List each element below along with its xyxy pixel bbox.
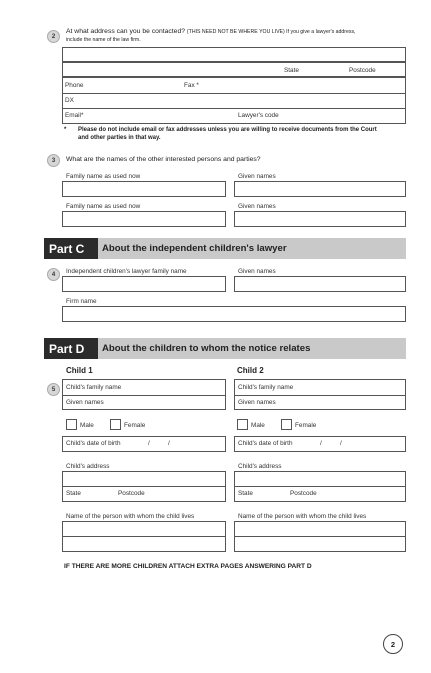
child-1-address-label: Child's address (66, 463, 110, 470)
divider (62, 486, 226, 487)
footnote-asterisk: * (64, 127, 67, 133)
child-1-given-names-label: Given names (66, 399, 104, 406)
part-c-label: Part C (44, 238, 98, 259)
child-2-female-checkbox[interactable] (281, 419, 292, 430)
child-1-female-checkbox[interactable] (110, 419, 121, 430)
child-2-female-label: Female (295, 422, 317, 429)
child-2-postcode-label: Postcode (290, 490, 317, 497)
child-2-family-name-field[interactable] (234, 379, 406, 395)
icl-family-name-label: Independent children's lawyer family name (66, 268, 187, 275)
icl-given-names-field[interactable] (234, 276, 406, 292)
part-c-title: About the independent children's lawyer (102, 243, 287, 254)
question-2-note: (THIS NEED NOT BE WHERE YOU LIVE) If you give a lawyer's address, (186, 29, 356, 35)
family-name-field-1[interactable] (62, 181, 226, 197)
date-separator: / (168, 440, 170, 447)
footnote-line-1: Please do not include email or fax addresses unless you are willing to receive documents from the Court (78, 127, 377, 133)
question-number-5: 5 (47, 383, 60, 396)
postcode-label: Postcode (349, 67, 376, 74)
question-number-2: 2 (47, 30, 60, 43)
fax-label: Fax * (184, 82, 199, 89)
child-2-male-label: Male (251, 422, 265, 429)
child-2-male-checkbox[interactable] (237, 419, 248, 430)
icl-family-name-field[interactable] (62, 276, 226, 292)
page-number: 2 (383, 634, 403, 654)
fax-field[interactable] (182, 77, 406, 93)
family-name-label: Family name as used now (66, 203, 141, 210)
lawyers-code-field[interactable] (234, 108, 406, 124)
question-2-text (66, 28, 406, 44)
email-label: Email* (65, 112, 84, 119)
child-2-given-names-label: Given names (238, 399, 276, 406)
firm-name-label: Firm name (66, 298, 97, 305)
divider (62, 536, 226, 537)
firm-name-field[interactable] (62, 306, 406, 322)
question-number-3: 3 (47, 154, 60, 167)
address-line-1-field[interactable] (62, 47, 406, 62)
child-1-postcode-label: Postcode (118, 490, 145, 497)
more-children-note: IF THERE ARE MORE CHILDREN ATTACH EXTRA PAGES ANSWERING PART D (64, 563, 312, 570)
date-separator: / (340, 440, 342, 447)
child-1-heading: Child 1 (66, 366, 93, 375)
child-1-male-checkbox[interactable] (66, 419, 77, 430)
child-1-male-label: Male (80, 422, 94, 429)
state-label: State (284, 67, 299, 74)
child-1-lives-with-label: Name of the person with whom the child lives (66, 513, 195, 520)
child-2-address-field[interactable] (234, 471, 406, 486)
part-d-title: About the children to whom the notice relates (102, 343, 311, 354)
phone-label: Phone (65, 82, 84, 89)
icl-given-names-label: Given names (238, 268, 276, 275)
given-names-field-1[interactable] (234, 181, 406, 197)
child-2-address-label: Child's address (238, 463, 282, 470)
given-names-label: Given names (238, 173, 276, 180)
child-2-state-label: State (238, 490, 253, 497)
divider (234, 486, 406, 487)
child-2-lives-with-label: Name of the person with whom the child lives (238, 513, 367, 520)
dx-label: DX (65, 97, 74, 104)
part-d-label: Part D (44, 338, 98, 359)
phone-field[interactable] (62, 77, 182, 93)
child-2-heading: Child 2 (237, 366, 264, 375)
given-names-label: Given names (238, 203, 276, 210)
child-2-given-names-field[interactable] (234, 395, 406, 410)
child-1-given-names-field[interactable] (62, 395, 226, 410)
child-1-dob-label: Child's date of birth (66, 440, 121, 447)
dx-field[interactable] (62, 93, 406, 108)
child-1-state-label: State (66, 490, 81, 497)
part-c-header (44, 238, 406, 259)
child-1-family-name-field[interactable] (62, 379, 226, 395)
family-name-label: Family name as used now (66, 173, 141, 180)
given-names-field-2[interactable] (234, 211, 406, 227)
divider (234, 536, 406, 537)
footnote-line-2: and other parties in that way. (78, 134, 161, 141)
child-1-address-field[interactable] (62, 471, 226, 486)
footnote (78, 127, 408, 142)
question-number-4: 4 (47, 268, 60, 281)
date-separator: / (148, 440, 150, 447)
lawyers-code-label: Lawyer's code (238, 112, 279, 119)
question-2-label: At what address can you be contacted? (66, 28, 186, 35)
date-separator: / (320, 440, 322, 447)
email-field[interactable] (62, 108, 234, 124)
question-3-text: What are the names of the other interested persons and parties? (66, 156, 261, 163)
family-name-field-2[interactable] (62, 211, 226, 227)
question-2-note-line2: include the name of the law firm. (66, 37, 141, 43)
child-1-family-name-label: Child's family name (66, 384, 122, 391)
part-d-header (44, 338, 406, 359)
child-2-family-name-label: Child's family name (238, 384, 294, 391)
child-2-dob-label: Child's date of birth (238, 440, 293, 447)
child-1-female-label: Female (124, 422, 146, 429)
